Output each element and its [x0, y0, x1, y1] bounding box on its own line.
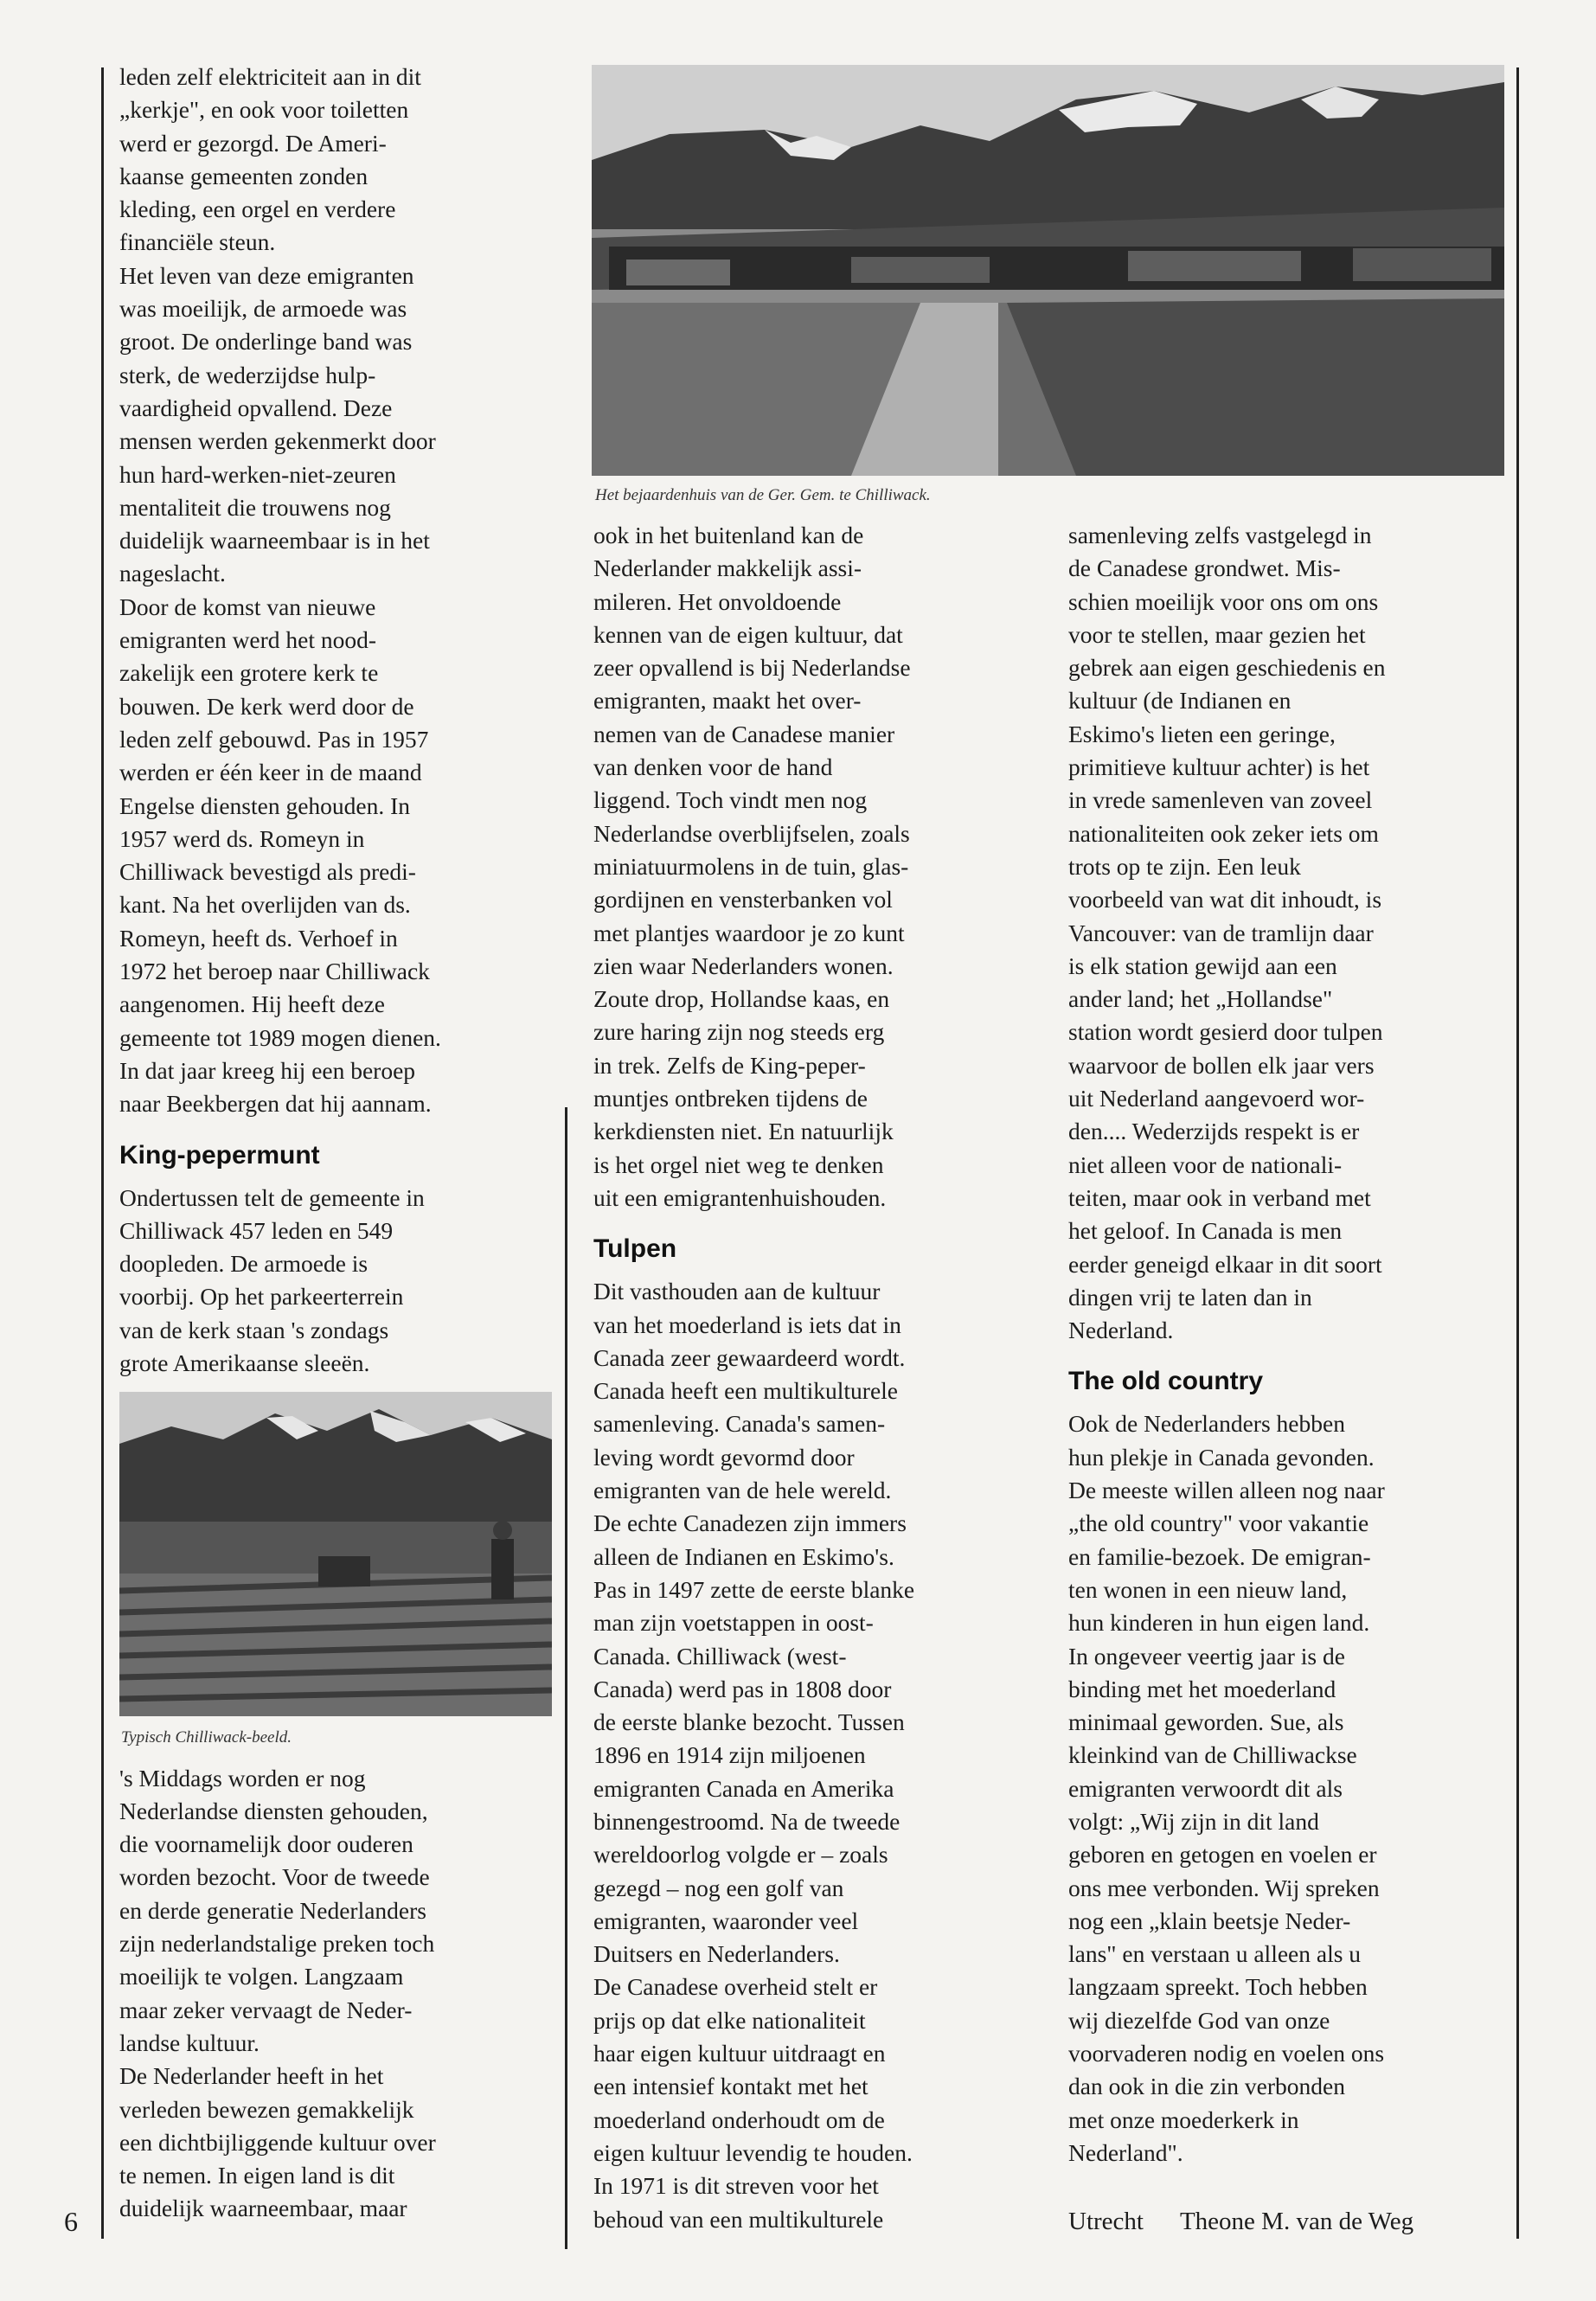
text-line: maar zeker vervaagt de Neder-: [119, 1996, 413, 2023]
text-line: nationaliteiten ook zeker iets om: [1068, 819, 1379, 847]
text-line: niet alleen voor de nationali-: [1068, 1150, 1343, 1178]
text-line: kant. Na het overlijden van ds.: [119, 891, 411, 919]
section-heading: King-pepermunt: [119, 1140, 320, 1170]
text-line: uit een emigrantenhuishouden.: [593, 1183, 887, 1211]
text-line: De meeste willen alleen nog naar: [1068, 1477, 1385, 1504]
text-line: emigranten, waaronder veel: [593, 1907, 859, 1934]
text-line: Vancouver: van de tramlijn daar: [1068, 919, 1374, 946]
text-line: leden zelf elektriciteit aan in dit: [119, 63, 421, 90]
text-line: muntjes ontbreken tijdens de: [593, 1085, 868, 1112]
column-rule-middle: [565, 1107, 567, 2249]
col1-paragraph-4: [119, 1182, 543, 1381]
text-line: was moeilijk, de armoede was: [119, 295, 407, 323]
text-line: dingen vrij te laten dan in: [1068, 1283, 1312, 1311]
col2-paragraph-1: [593, 519, 1017, 1215]
text-line: hun hard-werken-niet-zeuren: [119, 460, 396, 488]
text-line: sterk, de wederzijdse hulp-: [119, 361, 376, 388]
text-line: Nederland.: [1068, 1317, 1174, 1344]
text-line: verleden bewezen gemakkelijk: [119, 2095, 414, 2123]
text-line: voor te stellen, maar gezien het: [1068, 620, 1366, 648]
col3-paragraph-1: [1068, 519, 1505, 1347]
text-line: emigranten, maakt het over-: [593, 687, 862, 715]
col1-paragraph-5: [119, 1762, 543, 2061]
text-line: kultuur (de Indianen en: [1068, 687, 1292, 715]
text-line: kennen van de eigen kultuur, dat: [593, 620, 903, 648]
text-line: binding met het moederland: [1068, 1675, 1336, 1702]
text-line: leving wordt gevormd door: [593, 1443, 855, 1471]
text-line: Ondertussen telt de gemeente in: [119, 1183, 425, 1211]
text-line: moeilijk te volgen. Langzaam: [119, 1963, 404, 1990]
text-line: leden zelf gebouwd. Pas in 1957: [119, 725, 429, 753]
text-line: In dat jaar kreeg hij een beroep: [119, 1056, 416, 1084]
text-line: In ongeveer veertig jaar is de: [1068, 1642, 1345, 1670]
text-line: minimaal geworden. Sue, als: [1068, 1708, 1344, 1736]
text-line: Chilliwack bevestigd als predi-: [119, 858, 416, 886]
text-line: schien moeilijk voor ons om ons: [1068, 587, 1379, 615]
text-line: den.... Wederzijds respekt is er: [1068, 1118, 1360, 1145]
text-line: voorvaderen nodig en voelen ons: [1068, 2040, 1385, 2067]
text-line: die voornamelijk door ouderen: [119, 1830, 413, 1858]
text-line: man zijn voetstappen in oost-: [593, 1609, 874, 1637]
text-line: Door de komst van nieuwe: [119, 593, 376, 620]
field-photo-caption: Typisch Chilliwack-beeld.: [121, 1728, 292, 1747]
text-line: Het leven van deze emigranten: [119, 261, 414, 289]
text-line: gemeente tot 1989 mogen dienen.: [119, 1023, 441, 1051]
text-line: zakelijk een grotere kerk te: [119, 659, 379, 687]
text-line: dan ook in die zin verbonden: [1068, 2073, 1345, 2100]
column-rule-right: [1516, 67, 1519, 2239]
text-line: van de kerk staan 's zondags: [119, 1316, 389, 1343]
text-line: Romeyn, heeft ds. Verhoef in: [119, 924, 398, 952]
text-line: worden bezocht. Voor de tweede: [119, 1863, 430, 1891]
text-line: Ook de Nederlanders hebben: [1068, 1410, 1345, 1438]
text-line: mileren. Het onvoldoende: [593, 587, 842, 615]
text-line: primitieve kultuur achter) is het: [1068, 753, 1370, 781]
retirement-home-photo: [592, 65, 1504, 476]
author-signoff: [1068, 2208, 1450, 2236]
text-line: Duitsers en Nederlanders.: [593, 1940, 840, 1968]
text-line: grote Amerikaanse sleeën.: [119, 1349, 370, 1376]
text-line: groot. De onderlinge band was: [119, 328, 413, 356]
column-1: [119, 61, 543, 2226]
text-line: volgt: „Wij zijn in dit land: [1068, 1807, 1319, 1835]
text-line: trots op te zijn. Een leuk: [1068, 852, 1301, 880]
text-line: waarvoor de bollen elk jaar vers: [1068, 1051, 1375, 1079]
col1-paragraph-2: [119, 260, 543, 591]
col1-paragraph-1: [119, 61, 543, 260]
col2-paragraph-2: [593, 1275, 1017, 1971]
text-line: station wordt gesierd door tulpen: [1068, 1018, 1383, 1046]
text-line: Nederlandse overblijfselen, zoals: [593, 819, 910, 847]
text-line: teiten, maar ook in verband met: [1068, 1183, 1371, 1211]
text-line: in vrede samenleven van zoveel: [1068, 786, 1373, 814]
signoff-author: Theone M. van de Weg: [1179, 2208, 1414, 2235]
text-line: gebrek aan eigen geschiedenis en: [1068, 654, 1386, 682]
text-line: en familie-bezoek. De emigran-: [1068, 1542, 1371, 1570]
text-line: Nederlander makkelijk assi-: [593, 554, 862, 582]
chilliwack-field-photo: [119, 1392, 552, 1716]
text-line: liggend. Toch vindt men nog: [593, 786, 868, 814]
col1-paragraph-6: [119, 2060, 543, 2225]
text-line: De Canadese overheid stelt er: [593, 1973, 878, 2001]
text-line: nageslacht.: [119, 560, 226, 587]
text-line: hun plekje in Canada gevonden.: [1068, 1443, 1375, 1471]
text-line: duidelijk waarneembaar is in het: [119, 527, 430, 554]
signoff-place: Utrecht: [1068, 2208, 1144, 2235]
text-line: langzaam spreekt. Toch hebben: [1068, 1973, 1368, 2001]
text-line: De Nederlander heeft in het: [119, 2062, 384, 2090]
text-line: nemen van de Canadese manier: [593, 720, 895, 747]
text-line: De echte Canadezen zijn immers: [593, 1509, 907, 1537]
text-line: emigranten Canada en Amerika: [593, 1774, 894, 1802]
text-line: samenleving zelfs vastgelegd in: [1068, 522, 1372, 548]
text-line: en derde generatie Nederlanders: [119, 1896, 427, 1924]
text-line: werd er gezorgd. De Ameri-: [119, 129, 387, 157]
text-line: naar Beekbergen dat hij aannam.: [119, 1090, 432, 1118]
text-line: mensen werden gekenmerkt door: [119, 427, 436, 455]
text-line: gordijnen en vensterbanken vol: [593, 886, 893, 913]
text-line: Dit vasthouden aan de kultuur: [593, 1278, 881, 1305]
column-2: [593, 519, 1017, 2236]
text-line: de eerste blanke bezocht. Tussen: [593, 1708, 905, 1736]
text-line: kaanse gemeenten zonden: [119, 162, 369, 189]
text-line: mentaliteit die trouwens nog: [119, 493, 391, 521]
top-photo-caption: Het bejaardenhuis van de Ger. Gem. te Chilliwack.: [595, 486, 931, 504]
text-line: Nederland".: [1068, 2138, 1183, 2166]
text-line: 1957 werd ds. Romeyn in: [119, 824, 365, 852]
section-heading: The old country: [1068, 1367, 1263, 1396]
text-line: Canada heeft een multikulturele: [593, 1377, 899, 1405]
text-line: behoud van een multikulturele: [593, 2205, 884, 2233]
text-line: miniatuurmolens in de tuin, glas-: [593, 852, 909, 880]
text-line: Engelse diensten gehouden. In: [119, 792, 411, 819]
text-line: nog een „klain beetsje Neder-: [1068, 1907, 1351, 1934]
text-line: wereldoorlog volgde er – zoals: [593, 1841, 888, 1868]
text-line: Canada zeer gewaardeerd wordt.: [593, 1343, 906, 1371]
text-line: eigen kultuur levendig te houden.: [593, 2138, 913, 2166]
text-line: Canada) werd pas in 1808 door: [593, 1675, 892, 1702]
text-line: werden er één keer in de maand: [119, 759, 422, 786]
text-line: de Canadese grondwet. Mis-: [1068, 554, 1341, 582]
text-line: samenleving. Canada's samen-: [593, 1410, 886, 1438]
text-line: uit Nederland aangevoerd wor-: [1068, 1085, 1365, 1112]
text-line: 's Middags worden er nog: [119, 1764, 366, 1791]
column-rule-left: [101, 67, 104, 2239]
text-line: „the old country" voor vakantie: [1068, 1509, 1369, 1537]
text-line: zijn nederlandstalige preken toch: [119, 1930, 435, 1958]
section-heading: Tulpen: [593, 1234, 677, 1264]
col3-paragraph-2: [1068, 1407, 1505, 2170]
text-line: Eskimo's lieten een geringe,: [1068, 720, 1336, 747]
col2-paragraph-3: [593, 1971, 1017, 2235]
text-line: Zoute drop, Hollandse kaas, en: [593, 985, 890, 1013]
text-line: alleen de Indianen en Eskimo's.: [593, 1542, 894, 1570]
text-line: kleinkind van de Chilliwackse: [1068, 1741, 1357, 1769]
text-line: geboren en getogen en voelen er: [1068, 1841, 1377, 1868]
text-line: financiële steun.: [119, 228, 276, 256]
text-line: In 1971 is dit streven voor het: [593, 2172, 879, 2200]
text-line: te nemen. In eigen land is dit: [119, 2162, 395, 2189]
text-line: binnengestroomd. Na de tweede: [593, 1807, 901, 1835]
text-line: 1972 het beroep naar Chilliwack: [119, 958, 430, 985]
text-line: Chilliwack 457 leden en 549: [119, 1216, 394, 1244]
text-line: emigranten verwoordt dit als: [1068, 1774, 1343, 1802]
text-line: haar eigen kultuur uitdraagt en: [593, 2040, 886, 2067]
text-line: lans" en verstaan u alleen als u: [1068, 1940, 1362, 1968]
page-number: 6: [64, 2206, 78, 2237]
text-line: doopleden. De armoede is: [119, 1250, 369, 1278]
text-line: aangenomen. Hij heeft deze: [119, 990, 385, 1018]
text-line: kerkdiensten niet. En natuurlijk: [593, 1118, 894, 1145]
text-line: een intensief kontakt met het: [593, 2073, 869, 2100]
text-line: emigranten van de hele wereld.: [593, 1477, 892, 1504]
text-line: voorbij. Op het parkeerterrein: [119, 1283, 404, 1311]
text-line: duidelijk waarneembaar, maar: [119, 2195, 407, 2222]
text-line: gezegd – nog een golf van: [593, 1874, 844, 1901]
text-line: ook in het buitenland kan de: [593, 522, 864, 548]
text-line: is het orgel niet weg te denken: [593, 1150, 884, 1178]
text-line: ander land; het „Hollandse": [1068, 985, 1333, 1013]
text-line: met plantjes waardoor je zo kunt: [593, 919, 905, 946]
text-line: zeer opvallend is bij Nederlandse: [593, 654, 911, 682]
text-line: het geloof. In Canada is men: [1068, 1217, 1343, 1245]
text-line: bouwen. De kerk werd door de: [119, 692, 414, 720]
text-line: 1896 en 1914 zijn miljoenen: [593, 1741, 866, 1769]
text-line: een dichtbijliggende kultuur over: [119, 2128, 436, 2156]
text-line: voorbeeld van wat dit inhoudt, is: [1068, 886, 1382, 913]
text-line: ten wonen in een nieuw land,: [1068, 1575, 1348, 1603]
text-line: is elk station gewijd aan een: [1068, 952, 1337, 979]
text-line: ons mee verbonden. Wij spreken: [1068, 1874, 1380, 1901]
text-line: met onze moederkerk in: [1068, 2106, 1299, 2133]
text-line: landse kultuur.: [119, 2029, 260, 2056]
text-line: prijs op dat elke nationaliteit: [593, 2006, 866, 2034]
text-line: zure haring zijn nog steeds erg: [593, 1018, 885, 1046]
text-line: van het moederland is iets dat in: [593, 1311, 901, 1338]
text-line: moederland onderhoudt om de: [593, 2106, 885, 2133]
text-line: wij diezelfde God van onze: [1068, 2006, 1330, 2034]
col1-paragraph-3: [119, 591, 543, 1121]
text-line: van denken voor de hand: [593, 753, 833, 781]
text-line: zien waar Nederlanders wonen.: [593, 952, 894, 979]
text-line: „kerkje", en ook voor toiletten: [119, 96, 409, 124]
text-line: hun kinderen in hun eigen land.: [1068, 1609, 1370, 1637]
text-line: eerder geneigd elkaar in dit soort: [1068, 1250, 1382, 1278]
text-line: kleding, een orgel en verdere: [119, 195, 396, 223]
text-line: in trek. Zelfs de King-peper-: [593, 1051, 866, 1079]
text-line: Pas in 1497 zette de eerste blanke: [593, 1575, 915, 1603]
text-line: Nederlandse diensten gehouden,: [119, 1797, 428, 1824]
text-line: vaardigheid opvallend. Deze: [119, 394, 393, 421]
text-line: emigranten werd het nood-: [119, 626, 377, 654]
column-3: [1068, 519, 1505, 2170]
text-line: Canada. Chilliwack (west-: [593, 1642, 847, 1670]
